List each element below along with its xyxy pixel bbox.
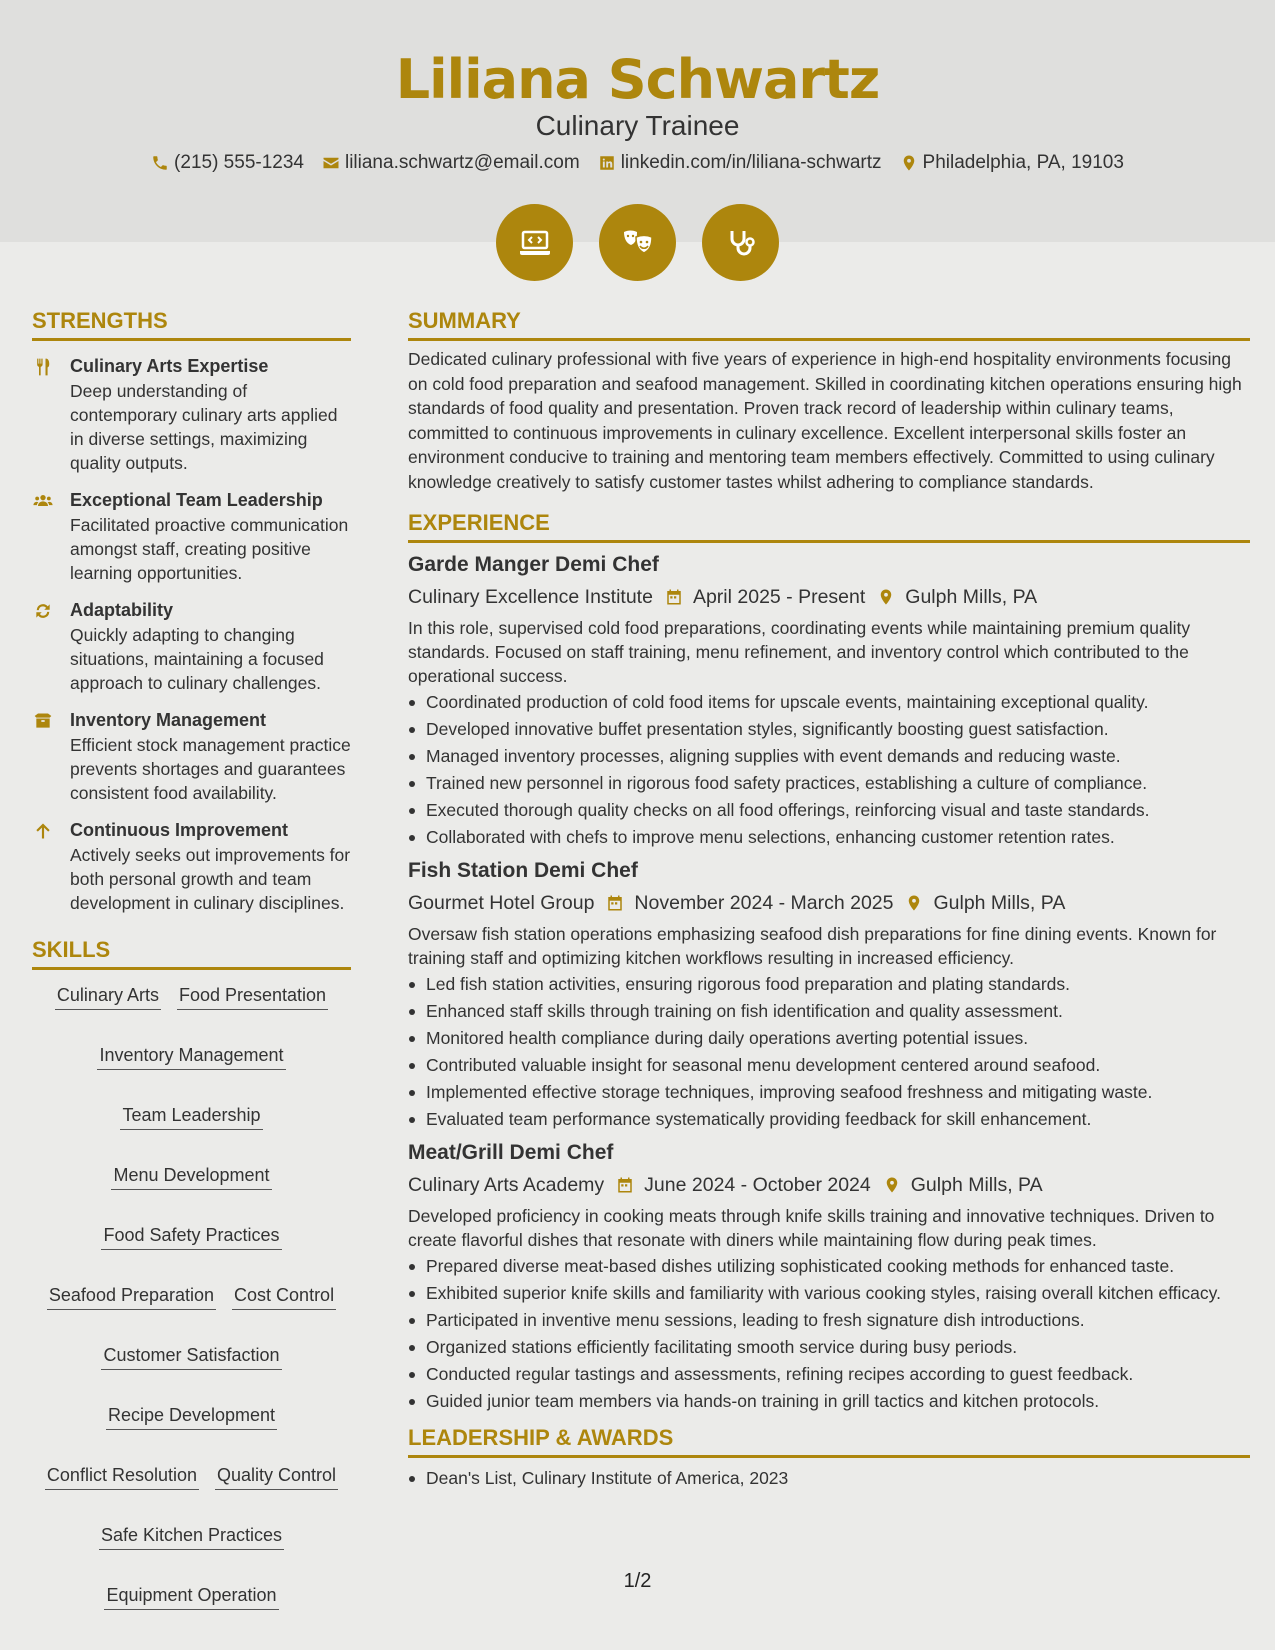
strength-desc: Actively seeks out improvements for both personal growth and team development in culinary disciplines. [70,845,351,913]
phone-icon [151,154,169,172]
skill-tag: Safe Kitchen Practices [99,1524,284,1550]
job-title: Culinary Trainee [535,110,740,141]
list-item: Monitored health compliance during daily operations averting potential issues. [408,1026,1250,1050]
strength-title: Inventory Management [70,710,267,730]
job-meta [408,1172,1250,1198]
strengths-heading: STRENGTHS [32,308,351,341]
job-description: In this role, supervised cold food preparations, coordinating events while maintaining premium quality standards. Focused on staff training, menu refinement, and inventory control which contributed to the operational success. [408,618,1191,686]
job-description: Oversaw fish station operations emphasizing seafood dish preparations for fine dining events. Known for training staff and optimizing kitchen workflows resulting in increased efficiency. [408,924,1217,968]
list-item: Exhibited superior knife skills and familiarity with various cooking styles, raising overall kitchen efficacy. [408,1281,1250,1305]
list-item: Prepared diverse meat-based dishes utilizing sophisticated cooking methods for enhanced taste. [408,1254,1250,1278]
skill-tag: Inventory Management [97,1044,285,1070]
skill-tag: Customer Satisfaction [101,1344,281,1370]
job-company: Culinary Arts Academy [408,1174,605,1196]
arrow-up-icon [32,821,54,841]
job-meta [408,890,1250,916]
contact-email[interactable] [322,152,580,174]
skill-tag: Food Safety Practices [101,1224,281,1250]
job-description: Developed proficiency in cooking meats through knife skills training and innovative techniques. Driven to create flavorful dishes that resonate with diners while maintaining flow during peak times. [408,1206,1215,1250]
contact-location [900,152,1124,174]
job-entry [408,857,1250,1131]
strength-title: Culinary Arts Expertise [70,356,269,376]
theater-masks-icon [618,223,658,263]
skill-tag: Recipe Development [106,1404,277,1430]
skills-list [32,984,351,1610]
skill-tag: Food Presentation [177,984,328,1010]
list-item: Conducted regular tastings and assessments, refining recipes according to guest feedback. [408,1362,1250,1386]
contact-bar [0,152,1275,174]
map-marker-icon [900,154,918,172]
users-icon [32,491,54,511]
location-text: Philadelphia, PA, 19103 [922,152,1124,173]
laptop-code-icon [515,223,555,263]
skill-tag: Conflict Resolution [45,1464,199,1490]
job-company: Culinary Excellence Institute [408,586,653,608]
job-bullets [408,690,1250,849]
sync-icon [32,601,54,621]
email-text: liliana.schwartz@email.com [344,152,580,173]
strength-desc: Efficient stock management practice prevents shortages and guarantees consistent food availability. [70,735,351,803]
list-item: Led fish station activities, ensuring rigorous food preparation and plating standards. [408,972,1250,996]
job-company: Gourmet Hotel Group [408,892,595,914]
skill-tag: Equipment Operation [104,1584,278,1610]
job-bullets [408,1254,1250,1413]
stethoscope-badge [702,204,779,281]
list-item: Coordinated production of cold food items for upscale events, maintaining exceptional quality. [408,690,1250,714]
list-item: Contributed valuable insight for seasonal menu development centered around seafood. [408,1053,1250,1077]
experience-heading: EXPERIENCE [408,510,1250,543]
left-column [32,308,351,1610]
utensils-icon [32,357,54,377]
awards-heading: LEADERSHIP & AWARDS [408,1425,1250,1458]
calendar-icon [665,587,683,607]
strength-item [32,819,351,915]
calendar-icon [606,893,624,913]
job-location: Gulph Mills, PA [933,892,1066,914]
strength-item [32,599,351,695]
contact-phone[interactable] [151,152,304,174]
strength-desc: Facilitated proactive communication amongst staff, creating positive learning opportunities. [70,515,349,583]
list-item: Implemented effective storage techniques, improving seafood freshness and mitigating waste. [408,1080,1250,1104]
job-dates: June 2024 - October 2024 [644,1174,871,1196]
envelope-icon [322,154,340,172]
job-dates: April 2025 - Present [692,586,866,608]
box-icon [32,711,54,731]
candidate-name: Liliana Schwartz [395,48,880,111]
contact-linkedin[interactable] [598,152,882,174]
map-marker-icon [877,587,895,607]
list-item: Organized stations efficiently facilitating smooth service during busy periods. [408,1335,1250,1359]
strength-desc: Deep understanding of contemporary culinary arts applied in diverse settings, maximizing quality outputs. [70,381,338,473]
linkedin-icon [598,154,616,172]
job-entry [408,551,1250,849]
page-number: 1/2 [623,1570,652,1592]
phone-text: (215) 555-1234 [174,152,304,173]
list-item: Participated in inventive menu sessions, leading to fresh signature dish introductions. [408,1308,1250,1332]
list-item: Executed thorough quality checks on all food offerings, reinforcing visual and taste standards. [408,798,1250,822]
strength-title: Exceptional Team Leadership [70,490,323,510]
list-item: Dean's List, Culinary Institute of America, 2023 [408,1466,1250,1490]
summary-heading: SUMMARY [408,308,1250,341]
summary-text: Dedicated culinary professional with five years of experience in high-end hospitality environments focusing on cold food preparation and seafood management. Skilled in coordinating kitchen operations ensuring high standards of food quality and presentation. Proven track record of leadership within culinary teams, committed to continuous improvements in culinary excellence. Excellent interpersonal skills foster an environment conducive to training and mentoring team members effectively. Committed to using culinary knowledge creatively to satisfy customer tastes whilst adhering to compliance standards. [408,349,1242,492]
job-location: Gulph Mills, PA [910,1174,1043,1196]
right-column [408,308,1250,1493]
job-role: Meat/Grill Demi Chef [408,1141,614,1164]
strength-item [32,355,351,475]
skill-tag: Team Leadership [120,1104,262,1130]
linkedin-text: linkedin.com/in/liliana-schwartz [620,152,882,173]
list-item: Evaluated team performance systematically providing feedback for skill enhancement. [408,1107,1250,1131]
job-entry [408,1139,1250,1413]
laptop-badge [496,204,573,281]
map-marker-icon [905,893,923,913]
calendar-icon [616,1175,634,1195]
skill-tag: Cost Control [232,1284,336,1310]
job-role: Fish Station Demi Chef [408,859,638,882]
strength-item [32,709,351,805]
list-item: Managed inventory processes, aligning supplies with event demands and reducing waste. [408,744,1250,768]
map-marker-icon [883,1175,901,1195]
job-meta [408,584,1250,610]
job-dates: November 2024 - March 2025 [634,892,894,914]
skill-tag: Seafood Preparation [47,1284,216,1310]
list-item: Trained new personnel in rigorous food safety practices, establishing a culture of compliance. [408,771,1250,795]
strength-item [32,489,351,585]
skill-tag: Quality Control [215,1464,338,1490]
skills-heading: SKILLS [32,937,351,970]
stethoscope-icon [721,223,761,263]
awards-list [408,1466,1250,1490]
masks-badge [599,204,676,281]
strength-desc: Quickly adapting to changing situations, maintaining a focused approach to culinary challenges. [70,625,324,693]
list-item: Developed innovative buffet presentation styles, significantly boosting guest satisfaction. [408,717,1250,741]
skill-tag: Menu Development [111,1164,271,1190]
job-role: Garde Manger Demi Chef [408,553,659,576]
job-bullets [408,972,1250,1131]
list-item: Guided junior team members via hands-on training in grill tactics and kitchen protocols. [408,1389,1250,1413]
skill-tag: Culinary Arts [55,984,161,1010]
job-location: Gulph Mills, PA [905,586,1038,608]
list-item: Enhanced staff skills through training on fish identification and quality assessment. [408,999,1250,1023]
list-item: Collaborated with chefs to improve menu selections, enhancing customer retention rates. [408,825,1250,849]
strength-title: Adaptability [70,600,174,620]
strength-title: Continuous Improvement [70,820,289,840]
badge-row [0,204,1275,281]
